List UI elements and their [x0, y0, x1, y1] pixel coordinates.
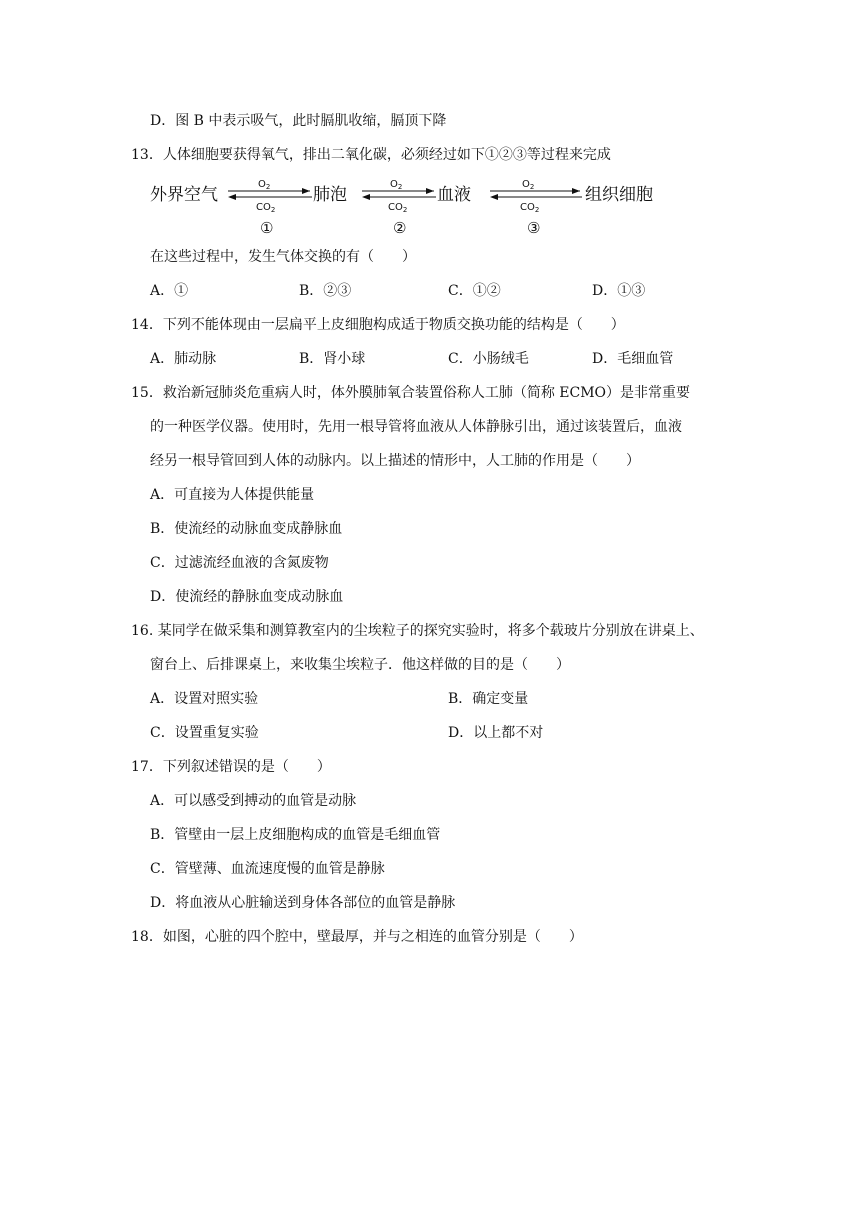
node-alveoli: 肺泡	[313, 185, 347, 205]
co2-label-3: $CO_2$	[520, 202, 540, 214]
q15-option-b: B．使流经的动脉血变成静脉血	[150, 521, 343, 537]
node-outside-air: 外界空气	[150, 185, 218, 205]
q15-stem-line-1: 15．救治新冠肺炎危重病人时，体外膜肺氧合装置俗称人工肺（简称 ECMO）是非常重要	[131, 385, 691, 401]
q14-option-c: C．小肠绒毛	[448, 351, 529, 367]
q17-option-b: B．管壁由一层上皮细胞构成的血管是毛细血管	[150, 827, 441, 843]
q16-option-a: A．设置对照实验	[150, 691, 259, 707]
arrow-left-icon	[228, 194, 236, 200]
co2-label-2: $CO_2$	[388, 202, 408, 214]
q15-stem-line-2: 的一种医学仪器。使用时，先用一根导管将血液从人体静脉引出，通过该装置后，血液	[150, 419, 682, 435]
q15-option-a: A．可直接为人体提供能量	[150, 487, 315, 503]
q14-option-a: A．肺动脉	[150, 351, 217, 367]
q13-option-c: C．①②	[448, 283, 501, 299]
o2-label-2: $O_2$	[390, 179, 403, 191]
q17-option-a: A．可以感受到搏动的血管是动脉	[150, 793, 357, 809]
q13-option-a: A．①	[150, 283, 189, 299]
q16-option-d: D．以上都不对	[448, 725, 544, 741]
q17-option-c: C．管壁薄、血流速度慢的血管是静脉	[150, 861, 385, 877]
gas-exchange-diagram	[150, 176, 670, 240]
q13-option-d: D．①③	[592, 283, 646, 299]
q12-option-d: D．图 B 中表示吸气，此时膈肌收缩，膈顶下降	[150, 113, 447, 129]
q17-stem: 17．下列叙述错误的是（ ）	[131, 759, 331, 775]
q14-stem: 14．下列不能体现由一层扁平上皮细胞构成适于物质交换功能的结构是（ ）	[131, 317, 625, 333]
q15-option-c: C．过滤流经血液的含氮废物	[150, 555, 329, 571]
o2-label-3: $O_2$	[522, 179, 535, 191]
arrow-right-icon	[426, 188, 434, 194]
node-blood: 血液	[437, 185, 471, 205]
node-tissue-cells: 组织细胞	[585, 185, 653, 205]
q16-stem-line-1: 16. 某同学在做采集和测算教室内的尘埃粒子的探究实验时，将多个载玻片分别放在讲桌上、	[131, 623, 704, 639]
q13-stem: 13．人体细胞要获得氧气，排出二氧化碳，必须经过如下①②③等过程来完成	[131, 147, 611, 163]
step-1: ①	[260, 219, 274, 237]
q15-stem-line-3: 经另一根导管回到人体的动脉内。以上描述的情形中，人工肺的作用是（ ）	[150, 453, 640, 469]
q16-option-c: C．设置重复实验	[150, 725, 259, 741]
co2-label-1: $CO_2$	[256, 202, 276, 214]
step-2: ②	[393, 219, 407, 237]
q13-option-b: B．②③	[299, 283, 352, 299]
q16-stem-line-2: 窗台上、后排课桌上，来收集尘埃粒子．他这样做的目的是（ ）	[150, 657, 570, 673]
o2-label-1: $O_2$	[258, 179, 271, 191]
q14-option-d: D．毛细血管	[592, 351, 674, 367]
q14-option-b: B．肾小球	[299, 351, 366, 367]
q15-option-d: D．使流经的静脉血变成动脉血	[150, 589, 344, 605]
q18-stem: 18．如图，心脏的四个腔中，壁最厚，并与之相连的血管分别是（ ）	[131, 929, 583, 945]
arrow-left-icon	[490, 194, 498, 200]
step-3: ③	[527, 219, 541, 237]
q13-sub-stem: 在这些过程中，发生气体交换的有（ ）	[150, 249, 416, 265]
q17-option-d: D．将血液从心脏输送到身体各部位的血管是静脉	[150, 895, 456, 911]
arrow-left-icon	[362, 194, 370, 200]
q16-option-b: B．确定变量	[448, 691, 529, 707]
arrow-right-icon	[572, 188, 580, 194]
arrow-right-icon	[302, 188, 310, 194]
